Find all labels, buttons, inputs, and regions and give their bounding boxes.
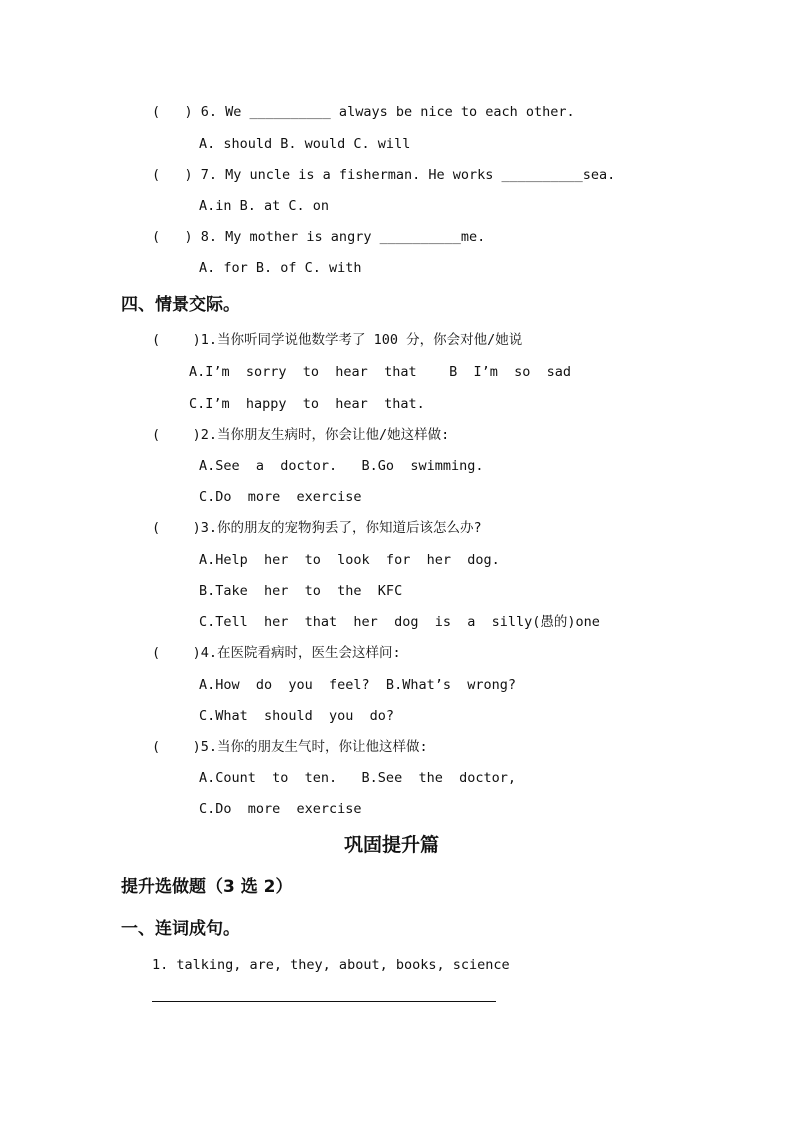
answer-line[interactable]: [152, 1001, 496, 1002]
situational-q4-stem: ( )4.在医院看病时，医生会这样问:: [152, 645, 401, 661]
situational-q2-option-ab: A.See a doctor. B.Go swimming.: [199, 458, 484, 474]
question-7-options: A.in B. at C. on: [199, 198, 330, 214]
situational-q5-option-c: C.Do more exercise: [199, 801, 362, 817]
situational-q1-option-ab: A.I’m sorry to hear that B I’m so sad: [189, 364, 572, 380]
question-6-options: A. should B. would C. will: [199, 136, 411, 152]
situational-q2-stem: ( )2.当你朋友生病时，你会让他/她这样做:: [152, 427, 450, 443]
question-6-stem: ( ) 6. We __________ always be nice to each other.: [152, 104, 575, 120]
section-heading-situational: 四、情景交际。: [121, 295, 240, 315]
question-7-stem: ( ) 7. My uncle is a fisherman. He works __________sea.: [152, 167, 616, 183]
situational-q1-stem: ( )1.当你听同学说他数学考了 100 分，你会对他/她说: [152, 332, 523, 348]
situational-q3-stem: ( )3.你的朋友的宠物狗丢了，你知道后该怎么办?: [152, 520, 482, 536]
situational-q5-option-ab: A.Count to ten. B.See the doctor,: [199, 770, 516, 786]
situational-q4-option-c: C.What should you do?: [199, 708, 395, 724]
question-8-stem: ( ) 8. My mother is angry __________me.: [152, 229, 486, 245]
section-title: 巩固提升篇: [344, 834, 440, 856]
situational-q5-stem: ( )5.当你的朋友生气时，你让他这样做:: [152, 739, 428, 755]
situational-q1-option-c: C.I’m happy to hear that.: [189, 396, 425, 412]
sentence-question-1: 1. talking, are, they, about, books, science: [152, 957, 510, 973]
question-8-options: A. for B. of C. with: [199, 260, 362, 276]
situational-q2-option-c: C.Do more exercise: [199, 489, 362, 505]
part1-heading: 一、连词成句。: [121, 919, 240, 939]
situational-q4-option-ab: A.How do you feel? B.What’s wrong?: [199, 677, 516, 693]
situational-q3-option-a: A.Help her to look for her dog.: [199, 552, 500, 568]
advanced-heading: 提升选做题（3 选 2）: [121, 877, 293, 897]
situational-q3-option-c: C.Tell her that her dog is a silly(愚的)one: [199, 614, 600, 630]
situational-q3-option-b: B.Take her to the KFC: [199, 583, 403, 599]
